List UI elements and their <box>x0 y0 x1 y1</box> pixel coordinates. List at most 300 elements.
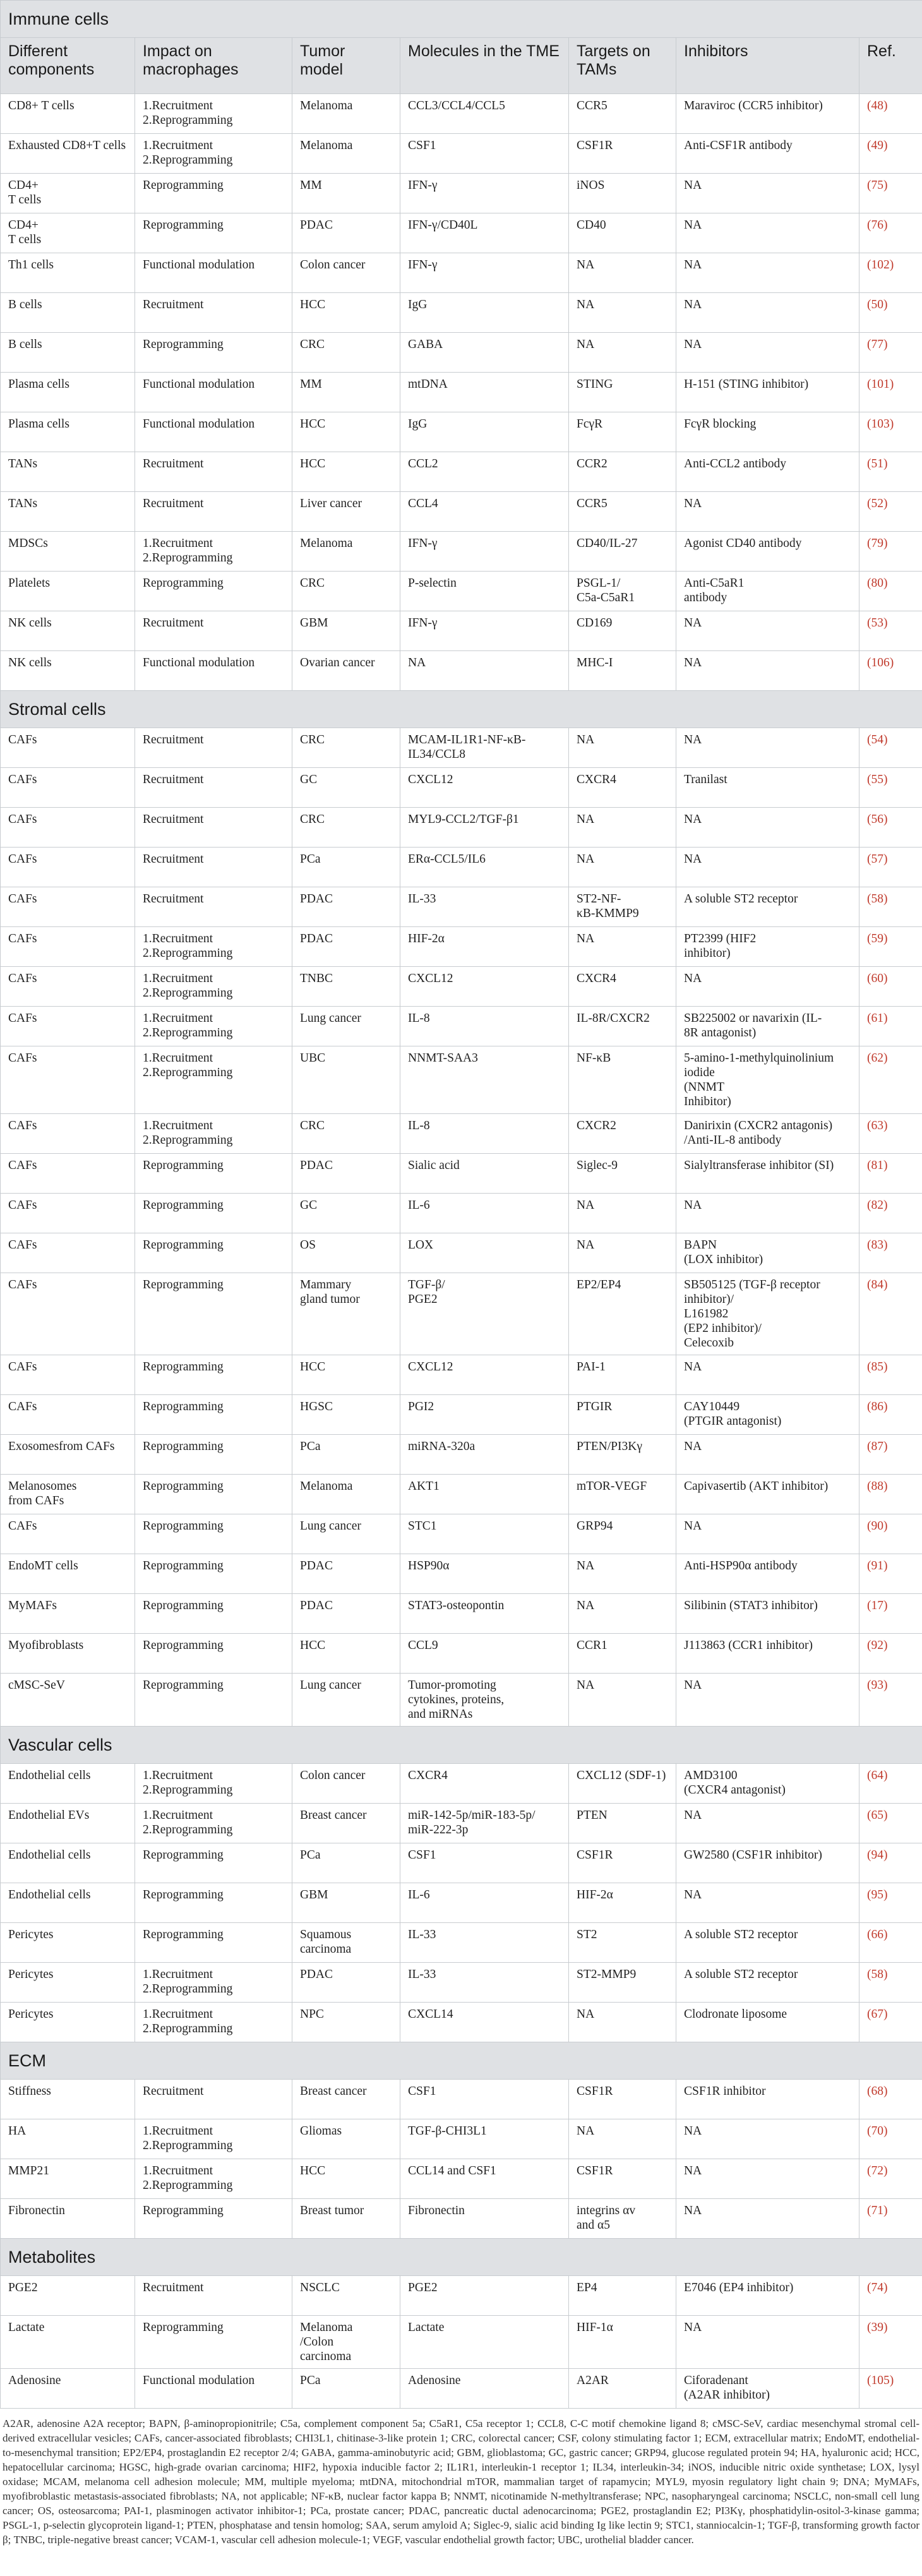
table-cell: Recruitment <box>135 728 292 768</box>
column-header: Impact on macrophages <box>135 38 292 94</box>
table-cell: NA <box>676 2119 859 2159</box>
table-cell: NA <box>676 2159 859 2199</box>
table-cell: HCC <box>292 293 400 333</box>
reference-cell[interactable]: (72) <box>859 2159 922 2199</box>
reference-cell[interactable]: (79) <box>859 532 922 572</box>
table-cell: IL-6 <box>400 1883 569 1923</box>
table-row <box>1 1963 922 2003</box>
table-row <box>1 134 922 174</box>
table-cell: GBM <box>292 1883 400 1923</box>
table-cell: STC1 <box>400 1514 569 1554</box>
reference-cell[interactable]: (83) <box>859 1233 922 1273</box>
table-cell: Endothelial EVs <box>1 1804 135 1843</box>
reference-cell[interactable]: (62) <box>859 1046 922 1114</box>
table-cell: CCL3/CCL4/CCL5 <box>400 94 569 134</box>
reference-cell[interactable]: (48) <box>859 94 922 134</box>
table-cell: Siglec-9 <box>569 1154 676 1194</box>
table-cell: Recruitment <box>135 887 292 927</box>
table-cell: Colon cancer <box>292 1764 400 1804</box>
table-cell: HIF-2α <box>569 1883 676 1923</box>
column-header: Inhibitors <box>676 38 859 94</box>
table-row <box>1 1273 922 1355</box>
table-cell: NA <box>676 213 859 253</box>
table-cell: Tumor-promoting cytokines, proteins, and miRNAs <box>400 1674 569 1727</box>
table-row <box>1 1764 922 1804</box>
table-cell: Melanoma <box>292 1475 400 1514</box>
table-cell: NA <box>676 174 859 213</box>
table-cell: IFN-γ <box>400 611 569 651</box>
table-row <box>1 253 922 293</box>
table-cell: CRC <box>292 808 400 848</box>
table-row <box>1 1355 922 1395</box>
reference-cell[interactable]: (87) <box>859 1435 922 1475</box>
table-cell: miR-142-5p/miR-183-5p/ miR-222-3p <box>400 1804 569 1843</box>
table-cell: Reprogramming <box>135 1355 292 1395</box>
table-cell: Lung cancer <box>292 1007 400 1046</box>
table-cell: Exhausted CD8+T cells <box>1 134 135 174</box>
table-cell: A soluble ST2 receptor <box>676 1963 859 2003</box>
table-cell: 1.Recruitment 2.Reprogramming <box>135 1963 292 2003</box>
table-cell: NA <box>569 1594 676 1634</box>
reference-cell[interactable]: (88) <box>859 1475 922 1514</box>
table-cell: PDAC <box>292 1963 400 2003</box>
table-cell: Adenosine <box>400 2369 569 2409</box>
table-cell: PTEN/PI3Kγ <box>569 1435 676 1475</box>
table-cell: HIF-2α <box>400 927 569 967</box>
table-cell: ERα-CCL5/IL6 <box>400 848 569 887</box>
table-cell: Functional modulation <box>135 412 292 452</box>
reference-cell[interactable]: (68) <box>859 2080 922 2119</box>
column-header: Targets on TAMs <box>569 38 676 94</box>
table-row <box>1 728 922 768</box>
table-cell: IFN-γ <box>400 532 569 572</box>
reference-cell[interactable]: (55) <box>859 768 922 808</box>
table-cell: PGE2 <box>1 2276 135 2316</box>
table-cell: CAFs <box>1 1514 135 1554</box>
table-cell: LOX <box>400 1233 569 1273</box>
reference-cell[interactable]: (51) <box>859 452 922 492</box>
table-cell: SB225002 or navarixin (IL- 8R antagonist) <box>676 1007 859 1046</box>
reference-cell[interactable]: (92) <box>859 1634 922 1674</box>
reference-cell[interactable]: (102) <box>859 253 922 293</box>
reference-cell[interactable]: (106) <box>859 651 922 691</box>
table-cell: Anti-HSP90α antibody <box>676 1554 859 1594</box>
table-row <box>1 2159 922 2199</box>
reference-cell[interactable]: (60) <box>859 967 922 1007</box>
table-cell: Reprogramming <box>135 1194 292 1233</box>
table-cell: NA <box>676 967 859 1007</box>
table-row <box>1 1554 922 1594</box>
table-row <box>1 808 922 848</box>
table-cell: Functional modulation <box>135 651 292 691</box>
table-cell: 1.Recruitment 2.Reprogramming <box>135 1764 292 1804</box>
table-cell: PGE2 <box>400 2276 569 2316</box>
table-cell: IFN-γ/CD40L <box>400 213 569 253</box>
reference-cell[interactable]: (101) <box>859 373 922 412</box>
column-header: Ref. <box>859 38 922 94</box>
table-row <box>1 1674 922 1727</box>
reference-cell[interactable]: (77) <box>859 333 922 373</box>
table-cell: 1.Recruitment 2.Reprogramming <box>135 1007 292 1046</box>
table-cell: Melanosomes from CAFs <box>1 1475 135 1514</box>
table-cell: NA <box>569 2003 676 2042</box>
table-cell: IgG <box>400 293 569 333</box>
reference-cell[interactable]: (70) <box>859 2119 922 2159</box>
table-cell: STAT3-osteopontin <box>400 1594 569 1634</box>
table-cell: CCR1 <box>569 1634 676 1674</box>
table-cell: E7046 (EP4 inhibitor) <box>676 2276 859 2316</box>
table-cell: CAFs <box>1 1007 135 1046</box>
table-cell: Endothelial cells <box>1 1843 135 1883</box>
table-cell: CRC <box>292 572 400 611</box>
reference-cell[interactable]: (59) <box>859 927 922 967</box>
table-cell: CSF1R <box>569 1843 676 1883</box>
table-cell: NA <box>676 1355 859 1395</box>
table-cell: GC <box>292 1194 400 1233</box>
table-cell: SB505125 (TGF-β receptor inhibitor)/ L161982 (EP2 inhibitor)/ Celecoxib <box>676 1273 859 1355</box>
table-cell: NA <box>569 1194 676 1233</box>
table-row <box>1 1046 922 1114</box>
table-row <box>1 2199 922 2239</box>
table-cell: FcγR <box>569 412 676 452</box>
table-cell: CXCR4 <box>569 768 676 808</box>
table-cell: CSF1R <box>569 2080 676 2119</box>
table-cell: CXCR2 <box>569 1114 676 1154</box>
section-title: Stromal cells <box>1 691 922 728</box>
table-cell: IgG <box>400 412 569 452</box>
table-cell: GC <box>292 768 400 808</box>
table-cell: Plasma cells <box>1 412 135 452</box>
table-cell: mTOR-VEGF <box>569 1475 676 1514</box>
table-cell: PCa <box>292 1843 400 1883</box>
table-cell: NPC <box>292 2003 400 2042</box>
reference-cell[interactable]: (105) <box>859 2369 922 2409</box>
table-row <box>1 2003 922 2042</box>
table-cell: Reprogramming <box>135 2199 292 2239</box>
table-cell: Squamous carcinoma <box>292 1923 400 1963</box>
table-cell: 1.Recruitment 2.Reprogramming <box>135 2159 292 2199</box>
table-row <box>1 1114 922 1154</box>
table-cell: Anti-C5aR1 antibody <box>676 572 859 611</box>
table-cell: integrins αv and α5 <box>569 2199 676 2239</box>
table-row <box>1 1634 922 1674</box>
table-row <box>1 848 922 887</box>
table-cell: PDAC <box>292 213 400 253</box>
table-cell: NA <box>676 492 859 532</box>
table-row <box>1 174 922 213</box>
reference-cell[interactable]: (57) <box>859 848 922 887</box>
table-cell: PDAC <box>292 927 400 967</box>
table-cell: NA <box>676 1194 859 1233</box>
table-cell: Reprogramming <box>135 1475 292 1514</box>
section-title: Immune cells <box>1 1 922 38</box>
table-cell: B cells <box>1 333 135 373</box>
table-cell: CXCL12 <box>400 1355 569 1395</box>
table-cell: 1.Recruitment 2.Reprogramming <box>135 2119 292 2159</box>
table-cell: Ciforadenant (A2AR inhibitor) <box>676 2369 859 2409</box>
table-cell: Recruitment <box>135 293 292 333</box>
table-cell: IFN-γ <box>400 174 569 213</box>
table-cell: P-selectin <box>400 572 569 611</box>
table-cell: NA <box>569 1554 676 1594</box>
table-cell: BAPN (LOX inhibitor) <box>676 1233 859 1273</box>
table-cell: Lactate <box>400 2316 569 2369</box>
reference-cell[interactable]: (61) <box>859 1007 922 1046</box>
table-cell: CAY10449 (PTGIR antagonist) <box>676 1395 859 1435</box>
reference-cell[interactable]: (82) <box>859 1194 922 1233</box>
reference-cell[interactable]: (67) <box>859 2003 922 2042</box>
table-cell: NA <box>569 253 676 293</box>
table-cell: CAFs <box>1 927 135 967</box>
table-cell: Recruitment <box>135 2276 292 2316</box>
table-cell: MDSCs <box>1 532 135 572</box>
reference-cell[interactable]: (50) <box>859 293 922 333</box>
table-cell: NA <box>676 808 859 848</box>
reference-cell[interactable]: (81) <box>859 1154 922 1194</box>
table-cell: IFN-γ <box>400 253 569 293</box>
table-cell: PDAC <box>292 1594 400 1634</box>
table-cell: AKT1 <box>400 1475 569 1514</box>
table-cell: NA <box>676 293 859 333</box>
table-cell: 5-amino-1-methylquinolinium iodide (NNMT Inhibitor) <box>676 1046 859 1114</box>
table-cell: CXCL12 (SDF-1) <box>569 1764 676 1804</box>
reference-cell[interactable]: (39) <box>859 2316 922 2369</box>
reference-cell[interactable]: (76) <box>859 213 922 253</box>
reference-cell[interactable]: (71) <box>859 2199 922 2239</box>
table-cell: IL-8 <box>400 1007 569 1046</box>
reference-cell[interactable]: (85) <box>859 1355 922 1395</box>
section-title: Vascular cells <box>1 1727 922 1764</box>
reference-cell[interactable]: (74) <box>859 2276 922 2316</box>
table-cell: ST2 <box>569 1923 676 1963</box>
table-cell: CXCL12 <box>400 768 569 808</box>
table-row <box>1 927 922 967</box>
table-cell: CD40 <box>569 213 676 253</box>
column-header: Molecules in the TME <box>400 38 569 94</box>
table-row <box>1 2119 922 2159</box>
table-cell: CAFs <box>1 1114 135 1154</box>
reference-cell[interactable]: (103) <box>859 412 922 452</box>
table-row <box>1 1594 922 1634</box>
table-cell: EndoMT cells <box>1 1554 135 1594</box>
table-cell: NA <box>569 293 676 333</box>
reference-cell[interactable]: (91) <box>859 1554 922 1594</box>
table-cell: PCa <box>292 1435 400 1475</box>
table-cell: Fibronectin <box>1 2199 135 2239</box>
table-cell: CCL2 <box>400 452 569 492</box>
reference-cell[interactable]: (58) <box>859 887 922 927</box>
table-row <box>1 1804 922 1843</box>
table-cell: MMP21 <box>1 2159 135 2199</box>
table-cell: Breast cancer <box>292 1804 400 1843</box>
table-row <box>1 94 922 134</box>
table-cell: Reprogramming <box>135 2316 292 2369</box>
table-row <box>1 1843 922 1883</box>
table-cell: CSF1 <box>400 1843 569 1883</box>
table-footnote: A2AR, adenosine A2A receptor; BAPN, β-aminopropionitrile; C5a, complement component 5a; C5aR1, C5a receptor 1; CCL8, C-C motif chemokine ligand 8; cMSC-SeV, cardiac mesenchymal stromal cell-derived extracellular vesicles; CAFs, cancer-associated fibroblasts; CHI3L1, chitinase-3-like protein 1; CRC, colorectal cancer; CSF, colony stimulating factor 1; ECM, extracellular matrix; EndoMT, endothelial-to-mesenchymal transition; EP2/EP4, prostaglandin E2 receptor 2/4; GABA, gamma-aminobutyric acid; GBM, glioblastoma; GC, gastric cancer; GRP94, glucose regulated protein 94; HA, hyaluronic acid; HCC, hepatocellular carcinoma; HGSC, high-grade ovarian carcinoma; HIF2, hypoxia inducible factor 2; IL1R1, interleukin-1 receptor 1; IL34, interleukin-34; iNOS, inducible nitric oxide synthetase; LOX, lysyl oxidase; MCAM, melanoma cell adhesion molecule; MM, multiple myeloma; mtDNA, mitochondrial mTOR, mammalian target of rapamycin; MYL9, myosin regulatory light chain 9; DNA; MyMAFs, myofibroblastic metastasis-associated fibroblasts; NA, not applicable; NF-κB, nuclear factor kappa B; NNMT, nicotinamide N-methyltransferase; NPC, nasopharyngeal carcinoma; NSCLC, non-small cell lung cancer; OS, osteosarcoma; PAI-1, plasminogen activator inhibitor-1; PCa, prostate cancer; PDAC, pancreatic ductal adenocarcinoma; PGE2, prostaglandin E2; PI3Kγ, phosphatidylin-ositol-3-kinase gamma; PSGL-1, p-selectin glycoprotein ligand-1; PTEN, phosphatase and tensin homolog; SAA, serum amyloid A; Siglec-9, sialic acid binding Ig like lectin 9; STC1, stanniocalcin-1; TGF-β, transforming growth factor β; TNBC, triple-negative breast cancer; VCAM-1, vascular cell adhesion molecule-1; VEGF, vascular endothelial growth factor; UBC, urothelial bladder cancer. <box>3 2417 919 2546</box>
table-cell: Breast tumor <box>292 2199 400 2239</box>
table-cell: CSF1R inhibitor <box>676 2080 859 2119</box>
table-cell: Functional modulation <box>135 2369 292 2409</box>
table-row <box>1 1007 922 1046</box>
table-cell: Recruitment <box>135 768 292 808</box>
table-cell: 1.Recruitment 2.Reprogramming <box>135 967 292 1007</box>
table-row <box>1 651 922 691</box>
table-cell: Clodronate liposome <box>676 2003 859 2042</box>
table-cell: PCa <box>292 848 400 887</box>
table-row <box>1 373 922 412</box>
table-cell: CAFs <box>1 1395 135 1435</box>
section-header-row <box>1 1727 922 1764</box>
table-cell: HCC <box>292 1355 400 1395</box>
table-cell: Anti-CCL2 antibody <box>676 452 859 492</box>
table-cell: Melanoma <box>292 94 400 134</box>
table-cell: IL-33 <box>400 887 569 927</box>
reference-cell[interactable]: (56) <box>859 808 922 848</box>
table-cell: MCAM-IL1R1-NF-κB- IL34/CCL8 <box>400 728 569 768</box>
table-cell: Recruitment <box>135 808 292 848</box>
section-header-row <box>1 2042 922 2080</box>
table-row <box>1 1883 922 1923</box>
table-cell: NA <box>676 1883 859 1923</box>
table-cell: IL-33 <box>400 1963 569 2003</box>
table-cell: PTGIR <box>569 1395 676 1435</box>
table-cell: TANs <box>1 452 135 492</box>
table-cell: EP2/EP4 <box>569 1273 676 1355</box>
table-cell: NA <box>569 333 676 373</box>
reference-cell[interactable]: (95) <box>859 1883 922 1923</box>
table-cell: 1.Recruitment 2.Reprogramming <box>135 94 292 134</box>
table-cell: Maraviroc (CCR5 inhibitor) <box>676 94 859 134</box>
table-cell: Breast cancer <box>292 2080 400 2119</box>
reference-cell[interactable]: (75) <box>859 174 922 213</box>
table-cell: Recruitment <box>135 848 292 887</box>
table-row <box>1 213 922 253</box>
table-cell: CSF1 <box>400 134 569 174</box>
table-cell: Lung cancer <box>292 1514 400 1554</box>
table-cell: CXCL12 <box>400 967 569 1007</box>
reference-cell[interactable]: (93) <box>859 1674 922 1727</box>
table-cell: GRP94 <box>569 1514 676 1554</box>
table-cell: CD40/IL-27 <box>569 532 676 572</box>
table-cell: CD169 <box>569 611 676 651</box>
table-cell: ST2-NF- κB-KMMP9 <box>569 887 676 927</box>
table-cell: CD8+ T cells <box>1 94 135 134</box>
table-cell: NA <box>676 2199 859 2239</box>
table-cell: Danirixin (CXCR2 antagonis) /Anti-IL-8 antibody <box>676 1114 859 1154</box>
reference-cell[interactable]: (54) <box>859 728 922 768</box>
table-cell: CSF1R <box>569 134 676 174</box>
table-cell: CCL9 <box>400 1634 569 1674</box>
table-cell: STING <box>569 373 676 412</box>
reference-cell[interactable]: (49) <box>859 134 922 174</box>
table-cell: CD4+ T cells <box>1 174 135 213</box>
table-cell: Pericytes <box>1 1923 135 1963</box>
table-cell: 1.Recruitment 2.Reprogramming <box>135 1804 292 1843</box>
table-cell: Endothelial cells <box>1 1883 135 1923</box>
table-cell: HA <box>1 2119 135 2159</box>
table-cell: NA <box>569 728 676 768</box>
table-cell: Reprogramming <box>135 1883 292 1923</box>
reference-cell[interactable]: (84) <box>859 1273 922 1355</box>
table-cell: NSCLC <box>292 2276 400 2316</box>
table-cell: CAFs <box>1 808 135 848</box>
table-cell: IL-33 <box>400 1923 569 1963</box>
table-cell: MM <box>292 373 400 412</box>
table-cell: Functional modulation <box>135 253 292 293</box>
reference-cell[interactable]: (53) <box>859 611 922 651</box>
table-cell: 1.Recruitment 2.Reprogramming <box>135 1046 292 1114</box>
reference-cell[interactable]: (94) <box>859 1843 922 1883</box>
section-title: ECM <box>1 2042 922 2080</box>
table-cell: Reprogramming <box>135 1594 292 1634</box>
section-title: Metabolites <box>1 2239 922 2276</box>
table-cell: Liver cancer <box>292 492 400 532</box>
table-cell: HSP90α <box>400 1554 569 1594</box>
table-cell: NA <box>676 1804 859 1843</box>
table-cell: MyMAFs <box>1 1594 135 1634</box>
table-cell: Pericytes <box>1 2003 135 2042</box>
table-cell: Reprogramming <box>135 1514 292 1554</box>
reference-cell[interactable]: (66) <box>859 1923 922 1963</box>
reference-cell[interactable]: (64) <box>859 1764 922 1804</box>
table-cell: NA <box>676 611 859 651</box>
table-cell: Mammary gland tumor <box>292 1273 400 1355</box>
reference-cell[interactable]: (63) <box>859 1114 922 1154</box>
reference-cell[interactable]: (17) <box>859 1594 922 1634</box>
table-cell: A2AR <box>569 2369 676 2409</box>
table-cell: Lung cancer <box>292 1674 400 1727</box>
table-cell: Gliomas <box>292 2119 400 2159</box>
table-cell: PDAC <box>292 887 400 927</box>
reference-cell[interactable]: (58) <box>859 1963 922 2003</box>
table-cell: Pericytes <box>1 1963 135 2003</box>
column-header: Different components <box>1 38 135 94</box>
table-cell: Stiffness <box>1 2080 135 2119</box>
table-row <box>1 1395 922 1435</box>
table-row <box>1 1435 922 1475</box>
table-cell: NA <box>676 253 859 293</box>
table-cell: CXCR4 <box>569 967 676 1007</box>
table-cell: Reprogramming <box>135 572 292 611</box>
table-row <box>1 967 922 1007</box>
reference-cell[interactable]: (80) <box>859 572 922 611</box>
table-cell: HCC <box>292 2159 400 2199</box>
table-cell: Reprogramming <box>135 1554 292 1594</box>
table-cell: AMD3100 (CXCR4 antagonist) <box>676 1764 859 1804</box>
table-cell: miRNA-320a <box>400 1435 569 1475</box>
table-cell: IL-8R/CXCR2 <box>569 1007 676 1046</box>
table-cell: Melanoma <box>292 134 400 174</box>
table-row <box>1 1194 922 1233</box>
table-cell: NA <box>676 2316 859 2369</box>
table-row <box>1 452 922 492</box>
table-cell: Recruitment <box>135 492 292 532</box>
section-header-row <box>1 691 922 728</box>
table-cell: CAFs <box>1 768 135 808</box>
reference-cell[interactable]: (86) <box>859 1395 922 1435</box>
table-cell: Recruitment <box>135 611 292 651</box>
table-row <box>1 2080 922 2119</box>
reference-cell[interactable]: (65) <box>859 1804 922 1843</box>
table-row <box>1 572 922 611</box>
reference-cell[interactable]: (52) <box>859 492 922 532</box>
table-cell: Sialyltransferase inhibitor (SI) <box>676 1154 859 1194</box>
table-cell: CRC <box>292 1114 400 1154</box>
table-cell: Melanoma <box>292 532 400 572</box>
reference-cell[interactable]: (90) <box>859 1514 922 1554</box>
table-cell: NA <box>676 1674 859 1727</box>
